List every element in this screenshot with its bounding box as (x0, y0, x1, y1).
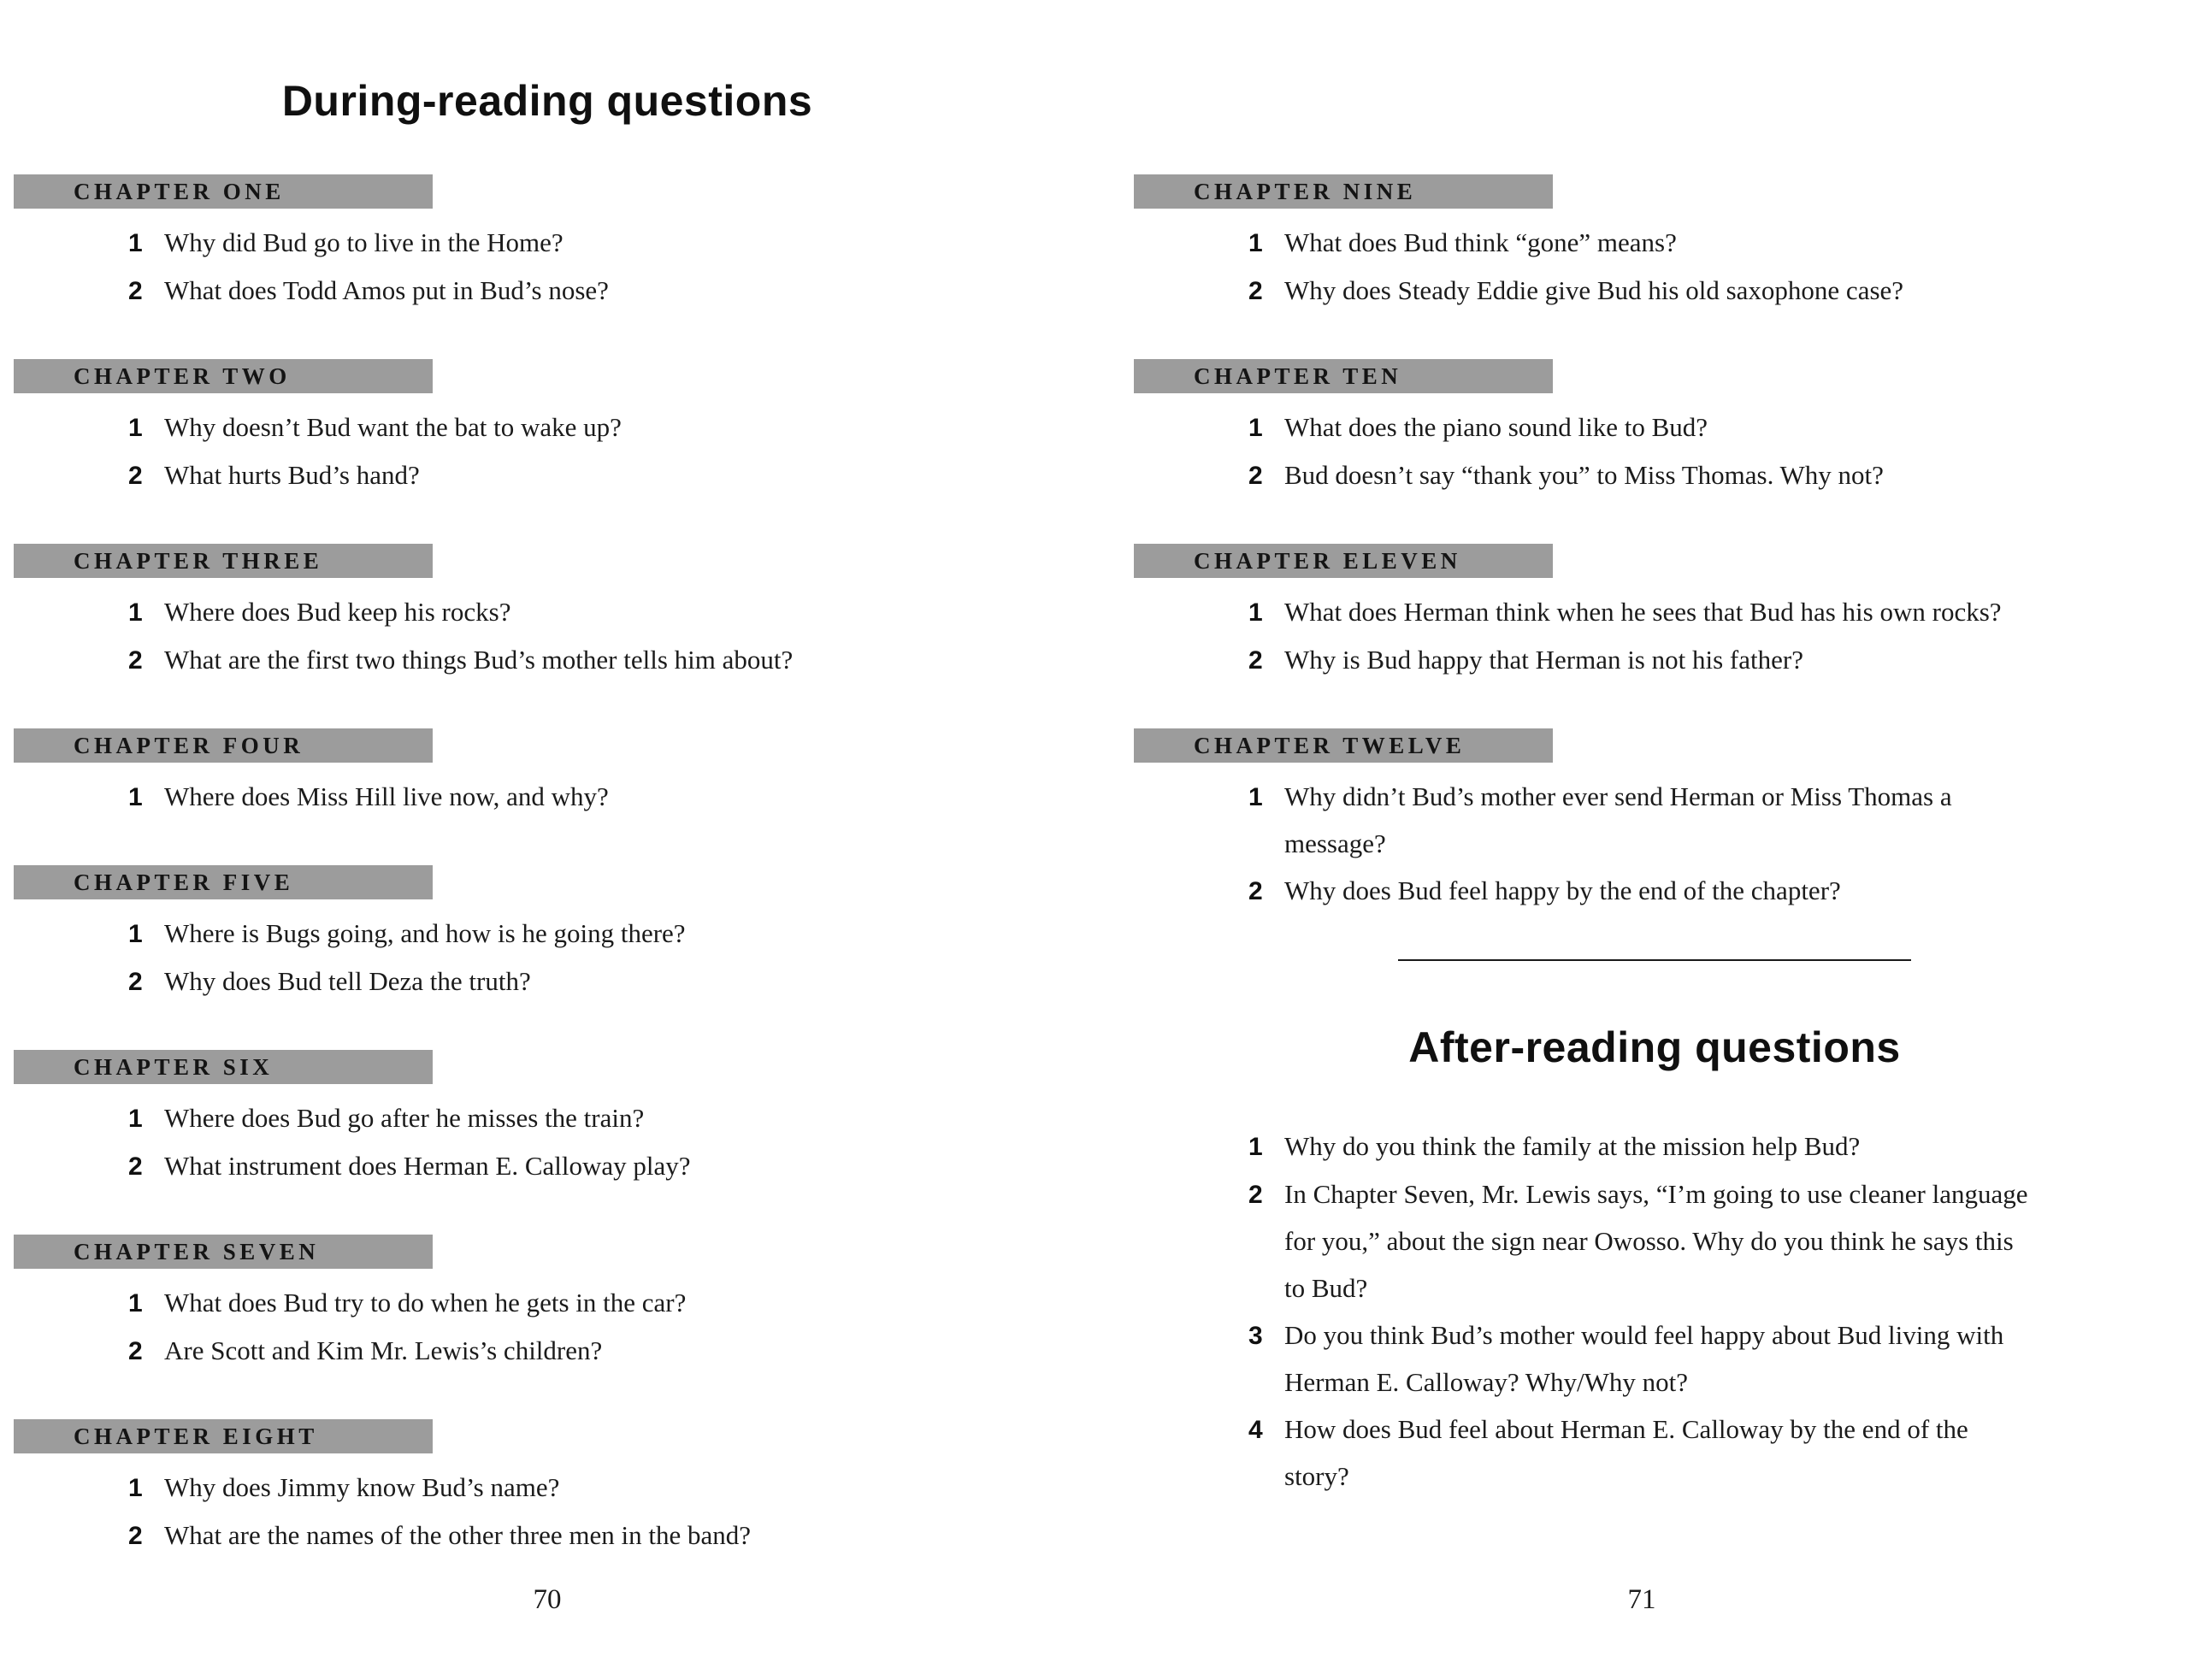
question-row (1120, 636, 2189, 684)
page-number-left: 70 (533, 1584, 562, 1615)
question-row (0, 773, 1094, 821)
question-text: What are the first two things Bud’s mother tells him about? (164, 645, 794, 675)
question-row (0, 404, 1094, 451)
question-list (1120, 773, 2189, 915)
question-number: 4 (1248, 1416, 1263, 1444)
question-text: Why is Bud happy that Herman is not his father? (1284, 645, 1803, 675)
question-text: Where does Bud keep his rocks? (164, 597, 511, 627)
question-row (1120, 1123, 2189, 1170)
question-text: What instrument does Herman E. Calloway play? (164, 1151, 691, 1181)
chapter-heading-label: CHAPTER EIGHT (74, 1423, 318, 1449)
question-list (0, 773, 1094, 821)
question-number: 2 (1248, 1181, 1263, 1209)
question-number: 2 (128, 968, 143, 996)
question-number: 1 (1248, 1133, 1263, 1161)
question-number: 2 (128, 646, 143, 675)
chapter-section (0, 728, 1094, 821)
question-number: 1 (128, 229, 143, 257)
question-text: Why do you think the family at the mission help Bud? (1284, 1131, 1861, 1161)
chapter-section (0, 865, 1094, 1005)
question-text: What hurts Bud’s hand? (164, 460, 420, 490)
chapter-heading-label: CHAPTER TWELVE (1194, 732, 1466, 758)
question-text: What are the names of the other three men in the band? (164, 1520, 752, 1550)
chapter-section (0, 1419, 1094, 1559)
chapter-heading-label: CHAPTER THREE (74, 547, 323, 574)
chapter-section (1120, 359, 2189, 499)
chapter-heading-label: CHAPTER ONE (74, 178, 285, 204)
chapter-section (1120, 174, 2189, 315)
chapter-heading-bar (14, 174, 433, 209)
question-text: Bud doesn’t say “thank you” to Miss Thomas. Why not? (1284, 460, 1884, 490)
question-text: Are Scott and Kim Mr. Lewis’s children? (164, 1335, 603, 1365)
question-row (1120, 404, 2189, 451)
chapter-heading-label: CHAPTER FIVE (74, 869, 294, 895)
question-row (0, 1512, 1094, 1559)
question-number: 2 (128, 277, 143, 305)
question-row (0, 1142, 1094, 1190)
section-divider (1398, 959, 1911, 961)
chapter-heading-bar (14, 359, 433, 393)
question-text: In Chapter Seven, Mr. Lewis says, “I’m going to use cleaner language for you,” about the sign near Owosso. Why do you think he says this to Bud? (1284, 1179, 2028, 1303)
chapter-heading-label: CHAPTER FOUR (74, 732, 304, 758)
chapter-heading-bar (1134, 174, 1553, 209)
question-number: 2 (1248, 646, 1263, 675)
question-row (1120, 267, 2189, 315)
chapter-section (0, 544, 1094, 684)
question-text: What does Bud think “gone” means? (1284, 227, 1677, 257)
question-list (0, 1279, 1094, 1375)
question-number: 2 (1248, 462, 1263, 490)
question-number: 2 (128, 1522, 143, 1550)
question-number: 1 (1248, 598, 1263, 627)
question-row (0, 1464, 1094, 1512)
chapter-heading-bar (1134, 359, 1553, 393)
after-reading-questions (1120, 1123, 2189, 1500)
question-row (0, 1327, 1094, 1375)
question-row (1120, 1312, 2189, 1406)
page-right (1094, 0, 2189, 1680)
question-text: Why does Jimmy know Bud’s name? (164, 1472, 560, 1502)
question-row (0, 219, 1094, 267)
question-list (1120, 588, 2189, 684)
question-number: 1 (128, 1105, 143, 1133)
chapter-section (1120, 544, 2189, 684)
chapter-heading-label: CHAPTER ELEVEN (1194, 547, 1461, 574)
question-row (0, 1279, 1094, 1327)
question-text: Why does Bud tell Deza the truth? (164, 966, 531, 996)
question-row (0, 958, 1094, 1005)
question-row (1120, 1170, 2189, 1312)
question-number: 1 (128, 783, 143, 811)
chapter-heading-bar (14, 1050, 433, 1084)
question-number: 1 (128, 598, 143, 627)
question-number: 1 (128, 920, 143, 948)
question-row (0, 451, 1094, 499)
question-text: Why does Steady Eddie give Bud his old saxophone case? (1284, 275, 1904, 305)
chapter-section (0, 1050, 1094, 1190)
question-number: 2 (128, 1337, 143, 1365)
question-number: 2 (128, 462, 143, 490)
left-sections (0, 174, 1094, 1559)
chapter-section (0, 174, 1094, 315)
question-text: What does Bud try to do when he gets in the car? (164, 1288, 687, 1317)
chapter-heading-bar (14, 1235, 433, 1269)
question-text: How does Bud feel about Herman E. Calloway by the end of the story? (1284, 1414, 1968, 1491)
question-row (0, 267, 1094, 315)
question-text: What does Herman think when he sees that Bud has his own rocks? (1284, 597, 2002, 627)
chapter-heading-bar (1134, 544, 1553, 578)
chapter-section (0, 359, 1094, 499)
question-number: 1 (1248, 414, 1263, 442)
chapter-heading-label: CHAPTER TWO (74, 363, 291, 389)
question-number: 1 (1248, 783, 1263, 811)
question-list (0, 1094, 1094, 1190)
question-text: Where does Miss Hill live now, and why? (164, 781, 609, 811)
question-row (0, 588, 1094, 636)
chapter-heading-label: CHAPTER SEVEN (74, 1238, 320, 1264)
question-text: Why didn’t Bud’s mother ever send Herman or Miss Thomas a message? (1284, 781, 1952, 858)
question-text: Do you think Bud’s mother would feel happy about Bud living with Herman E. Calloway? Why/Why not? (1284, 1320, 2004, 1397)
question-text: What does the piano sound like to Bud? (1284, 412, 1708, 442)
question-number: 3 (1248, 1322, 1263, 1350)
page-left (0, 0, 1094, 1680)
chapter-section (1120, 728, 2189, 915)
question-number: 1 (128, 1474, 143, 1502)
question-list (0, 219, 1094, 315)
question-row (1120, 588, 2189, 636)
during-reading-title: During-reading questions (281, 77, 813, 125)
after-reading-title: After-reading questions (1408, 1023, 1901, 1071)
question-list (0, 1464, 1094, 1559)
chapter-heading-label: CHAPTER SIX (74, 1053, 274, 1080)
right-sections (1120, 174, 2189, 915)
question-row (1120, 451, 2189, 499)
question-text: Why did Bud go to live in the Home? (164, 227, 563, 257)
chapter-heading-bar (14, 728, 433, 763)
question-row (0, 636, 1094, 684)
question-list (0, 588, 1094, 684)
question-list (1120, 404, 2189, 499)
question-row (1120, 867, 2189, 915)
question-text: Where does Bud go after he misses the train? (164, 1103, 645, 1133)
chapter-heading-bar (1134, 728, 1553, 763)
question-row (0, 910, 1094, 958)
question-number: 1 (128, 1289, 143, 1317)
question-row (1120, 773, 2189, 867)
question-list (0, 404, 1094, 499)
question-number: 2 (128, 1152, 143, 1181)
question-number: 2 (1248, 277, 1263, 305)
question-list (0, 910, 1094, 1005)
chapter-heading-bar (14, 544, 433, 578)
page-number-right: 71 (1627, 1584, 1656, 1615)
question-number: 1 (128, 414, 143, 442)
question-number: 1 (1248, 229, 1263, 257)
question-list (1120, 219, 2189, 315)
question-text: Where is Bugs going, and how is he going there? (164, 918, 686, 948)
chapter-heading-bar (14, 1419, 433, 1453)
chapter-heading-label: CHAPTER TEN (1194, 363, 1402, 389)
question-number: 2 (1248, 877, 1263, 905)
question-list (1120, 1123, 2189, 1500)
question-row (0, 1094, 1094, 1142)
question-text: Why doesn’t Bud want the bat to wake up? (164, 412, 622, 442)
chapter-section (0, 1235, 1094, 1375)
question-text: Why does Bud feel happy by the end of the chapter? (1284, 875, 1841, 905)
chapter-heading-bar (14, 865, 433, 899)
question-text: What does Todd Amos put in Bud’s nose? (164, 275, 609, 305)
question-row (1120, 1406, 2189, 1500)
question-row (1120, 219, 2189, 267)
chapter-heading-label: CHAPTER NINE (1194, 178, 1417, 204)
